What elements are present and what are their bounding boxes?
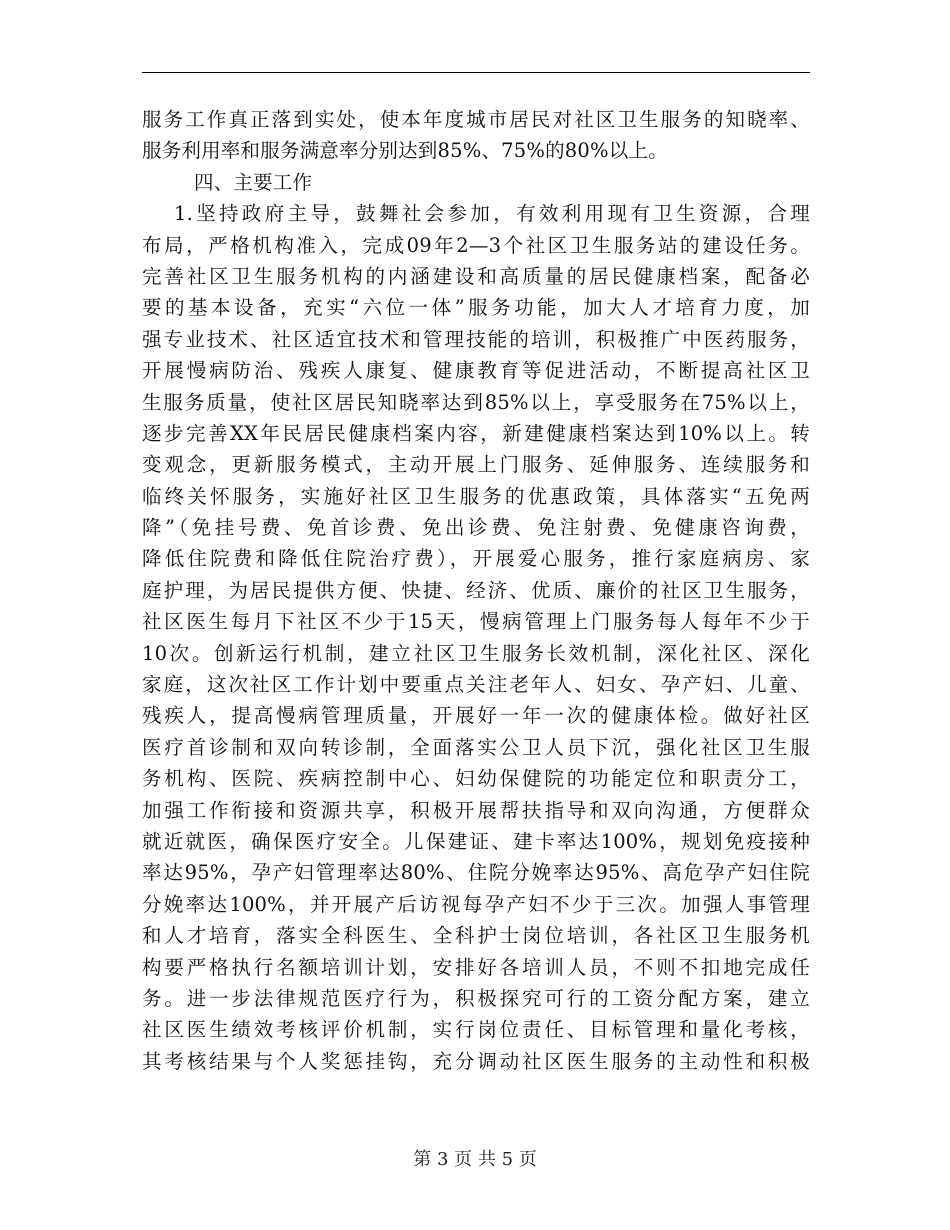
text-line: 就近就医，确保医疗安全。儿保建证、建卡率达100%，规划免疫接种 bbox=[142, 829, 810, 853]
body-text bbox=[142, 104, 810, 1077]
page-number-footer: 第 3 页 共 5 页 bbox=[413, 1149, 537, 1170]
text-line: 社区医生绩效考核评价机制，实行岗位责任、目标管理和量化考核， bbox=[142, 1018, 810, 1042]
text-line: 布局，严格机构准入，完成09年2—3个社区卫生服务站的建设任务。 bbox=[142, 233, 810, 257]
text-line: 服务工作真正落到实处，使本年度城市居民对社区卫生服务的知晓率、 bbox=[142, 108, 810, 131]
text-line: 家庭，这次社区工作计划中要重点关注老年人、妇女、孕产妇、儿童、 bbox=[142, 673, 810, 697]
text-line: 完善社区卫生服务机构的内涵建设和高质量的居民健康档案，配备必 bbox=[142, 264, 810, 288]
text-line: 其考核结果与个人奖惩挂钩，充分调动社区医生服务的主动性和积极 bbox=[142, 1049, 810, 1073]
text-line: 构要严格执行名额培训计划，安排好各培训人员，不则不扣地完成任 bbox=[142, 955, 810, 979]
text-line: 变观念，更新服务模式，主动开展上门服务、延伸服务、连续服务和 bbox=[142, 453, 810, 477]
text-line: 分娩率达100%，并开展产后访视每孕产妇不少于三次。加强人事管理 bbox=[142, 892, 810, 916]
text-line: 开展慢病防治、残疾人康复、健康教育等促进活动，不断提高社区卫 bbox=[142, 359, 810, 383]
text-line: 生服务质量，使社区居民知晓率达到85%以上，享受服务在75%以上， bbox=[142, 390, 810, 414]
text-line: 降低住院费和降低住院治疗费），开展爱心服务，推行家庭病房、家 bbox=[142, 547, 810, 571]
header-rule bbox=[142, 72, 810, 73]
text-line: 庭护理，为居民提供方便、快捷、经济、优质、廉价的社区卫生服务， bbox=[142, 578, 810, 602]
text-line: 社区医生每月下社区不少于15天，慢病管理上门服务每人每年不少于 bbox=[142, 610, 810, 634]
text-line: 率达95%，孕产妇管理率达80%、住院分娩率达95%、高危孕产妇住院 bbox=[142, 861, 810, 885]
text-line: 服务利用率和服务满意率分别达到85%、75%的80%以上。 bbox=[142, 139, 668, 163]
text-line: 务。进一步法律规范医疗行为，积极探究可行的工资分配方案，建立 bbox=[142, 986, 810, 1010]
text-line: 和人才培育，落实全科医生、全科护士岗位培训，各社区卫生服务机 bbox=[142, 924, 810, 948]
text-line: 1.坚持政府主导，鼓舞社会参加，有效利用现有卫生资源，合理 bbox=[174, 202, 810, 226]
text-line: 残疾人，提高慢病管理质量，开展好一年一次的健康体检。做好社区 bbox=[142, 704, 810, 728]
text-line: 逐步完善XX年民居民健康档案内容，新建健康档案达到10%以上。转 bbox=[142, 421, 810, 445]
text-line: 要的基本设备，充实“六位一体”服务功能，加大人才培育力度，加 bbox=[142, 296, 810, 320]
section-heading: 四、主要工作 bbox=[194, 170, 313, 194]
text-line: 强专业技术、社区适宜技术和管理技能的培训，积极推广中医药服务， bbox=[142, 327, 810, 351]
text-line: 医疗首诊制和双向转诊制，全面落实公卫人员下沉，强化社区卫生服 bbox=[142, 735, 810, 759]
text-line: 加强工作衔接和资源共享，积极开展帮扶指导和双向沟通，方便群众 bbox=[142, 798, 810, 822]
text-line: 降”（免挂号费、免首诊费、免出诊费、免注射费、免健康咨询费， bbox=[142, 516, 810, 540]
text-line: 临终关怀服务，实施好社区卫生服务的优惠政策，具体落实“五免两 bbox=[142, 484, 810, 508]
text-line: 10次。创新运行机制，建立社区卫生服务长效机制，深化社区、深化 bbox=[142, 641, 810, 665]
text-line: 务机构、医院、疾病控制中心、妇幼保健院的功能定位和职责分工， bbox=[142, 767, 810, 791]
